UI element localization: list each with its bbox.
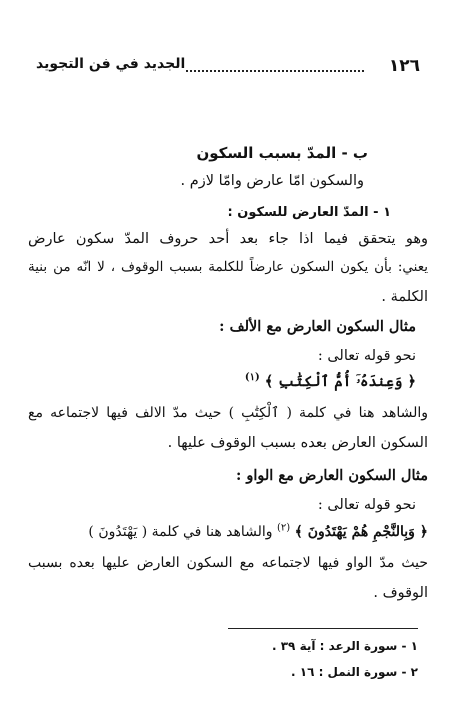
section-title: ب - المدّ بسبب السكون (196, 144, 368, 162)
header-dot-leader (186, 70, 364, 72)
page-number: ١٢٦ (388, 56, 420, 76)
alif-verse (245, 372, 416, 392)
paragraph-line-2: يعني: بأن يكون السكون عارضاً للكلمة بسبب الوقوف ، لا انّه من بنية (28, 259, 428, 275)
alif-explanation-line-2: السكون العارض بعده بسبب الوقوف عليها . (167, 435, 428, 451)
running-header (36, 56, 420, 86)
footnote-2: ٢ - سورة النمل : ١٦ . (291, 665, 418, 679)
paragraph-line-3: الكلمة . (381, 289, 428, 305)
footnote-ref-2: (٢) (277, 522, 291, 534)
alif-verse-intro: نحو قوله تعالى : (317, 348, 416, 364)
footnote-separator (228, 628, 418, 629)
paragraph-line-1: وهو يتحقق فيما اذا جاء بعد أحد حروف المدّ سكون عارض (28, 231, 428, 247)
footnote-1: ١ - سورة الرعد : آية ٣٩ . (271, 639, 418, 653)
alif-explanation-line-1: والشاهد هنا في كلمة ( ٱلْكِتَٰبِ ) حيث مدّ الالف فيها لاجتماعه مع (28, 405, 428, 421)
waw-verse: ﴿ وَبِالنَّجْمِ هُمْ يَهْتَدُونَ ﴾ (294, 524, 428, 540)
waw-verse-commentary: والشاهد هنا في كلمة ( يَهْتَدُونَ ) (88, 524, 273, 540)
alif-verse-text: ﴿ وَعِندَهُۥٓ أُمُّ ٱلْكِتَٰبِ ﴾ (264, 373, 416, 390)
footnote-ref-1: (١) (244, 372, 260, 384)
waw-verse-line (28, 522, 428, 542)
intro-line: والسكون امّا عارض وامّا لازم . (180, 173, 364, 189)
waw-example-heading: مثال السكون العارض مع الواو : (235, 467, 428, 484)
waw-verse-intro: نحو قوله تعالى : (317, 497, 416, 513)
alif-example-heading: مثال السكون العارض مع الألف : (219, 318, 416, 335)
waw-explanation-line-1: حيث مدّ الواو فيها لاجتماعه مع السكون العارض عليها بعده بسبب (28, 555, 428, 571)
book-title: الجديد في فن التجويد (36, 56, 186, 72)
waw-explanation-line-2: الوقوف . (373, 585, 428, 601)
subsection-title: ١ - المدّ العارض للسكون : (227, 205, 391, 220)
